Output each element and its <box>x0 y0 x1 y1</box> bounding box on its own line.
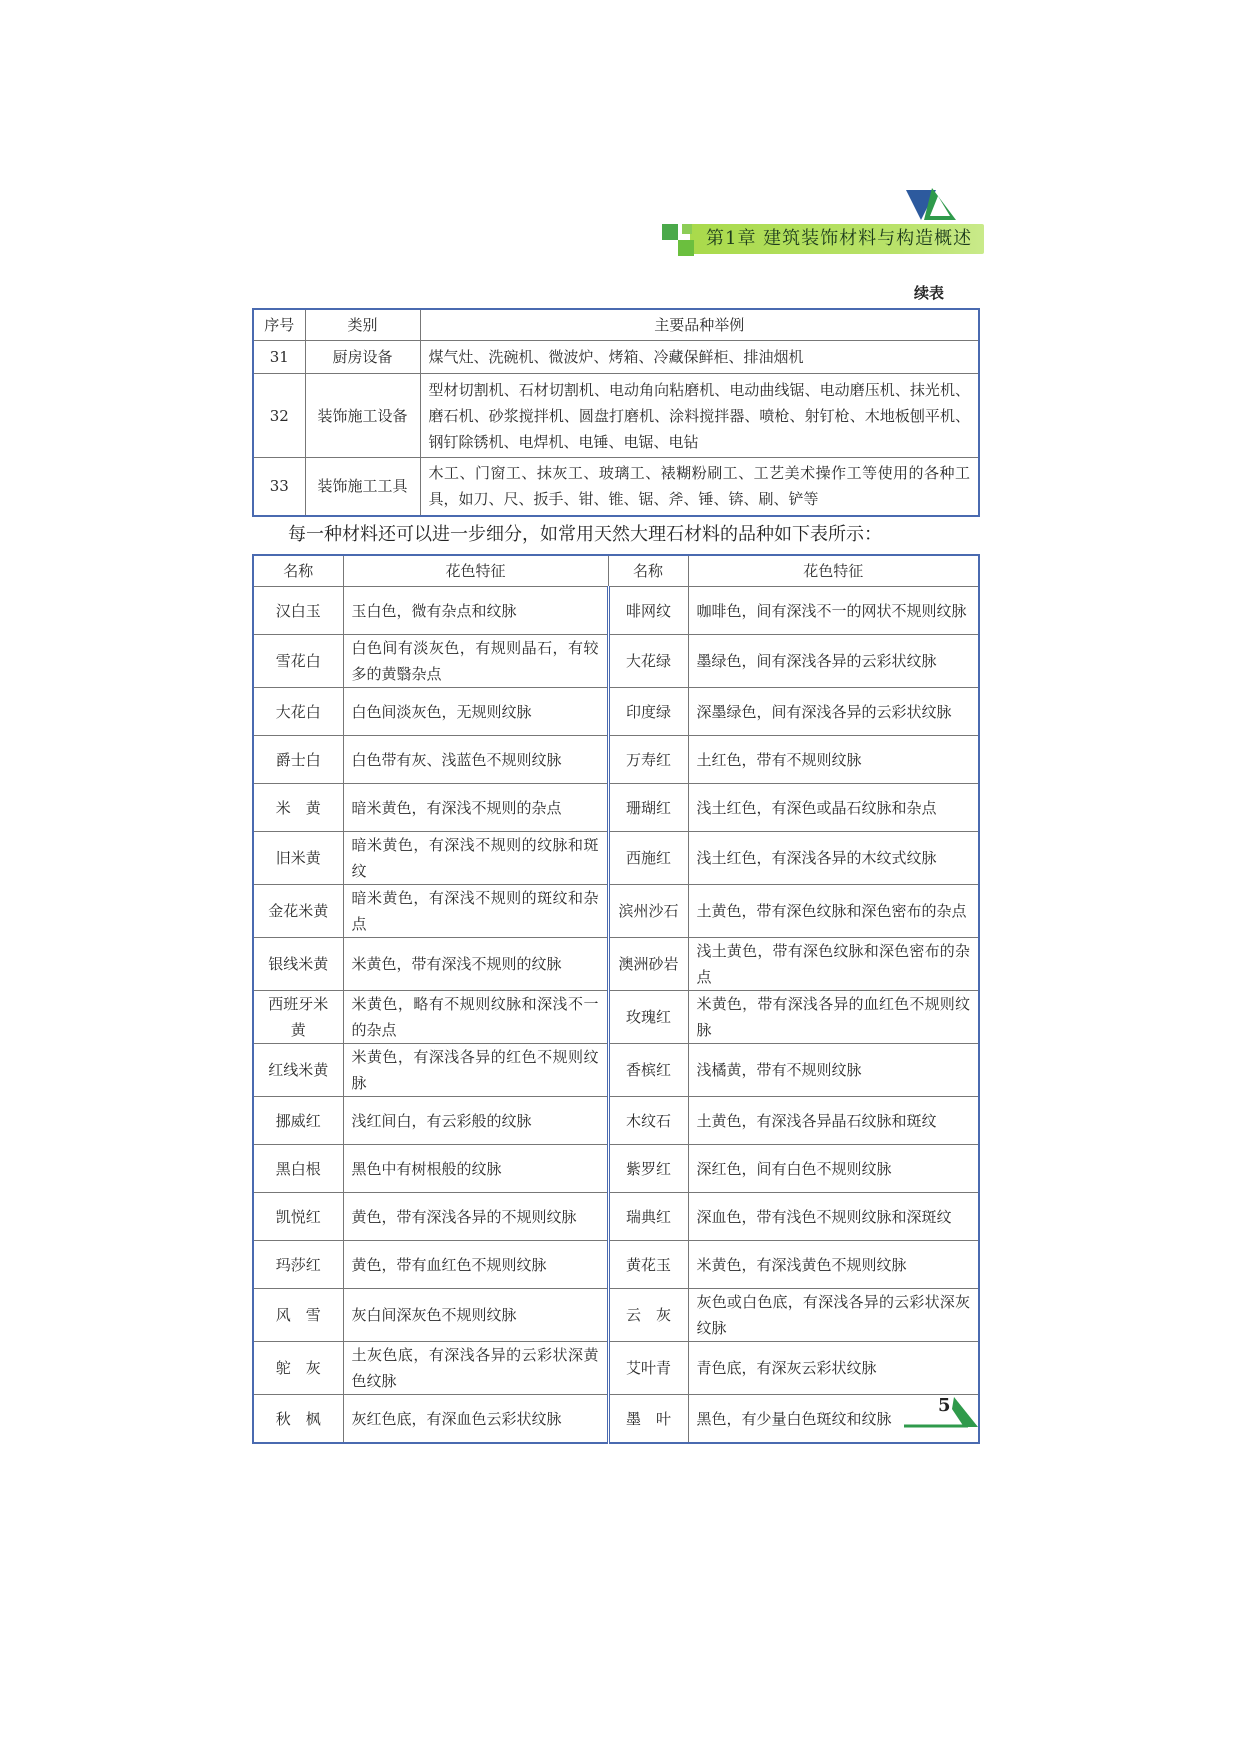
variety-name: 艾叶青 <box>608 1342 688 1395</box>
variety-features: 深血色，带有浅色不规则纹脉和深斑纹 <box>688 1193 979 1241</box>
variety-features: 灰红色底，有深血色云彩状纹脉 <box>343 1395 608 1444</box>
table-row <box>253 587 979 635</box>
table-row <box>253 374 979 458</box>
variety-features: 黄色，带有血红色不规则纹脉 <box>343 1241 608 1289</box>
table-row <box>253 1145 979 1193</box>
variety-name: 滨州沙石 <box>608 885 688 938</box>
page-footer <box>904 1395 980 1429</box>
variety-features: 深红色，间有白色不规则纹脉 <box>688 1145 979 1193</box>
variety-features: 浅橘黄，带有不规则纹脉 <box>688 1044 979 1097</box>
table-row <box>253 991 979 1044</box>
variety-features: 浅土红色，有深色或晶石纹脉和杂点 <box>688 784 979 832</box>
variety-name: 米 黄 <box>253 784 343 832</box>
table-header-row <box>253 309 979 341</box>
variety-features: 墨绿色，间有深浅各异的云彩状纹脉 <box>688 635 979 688</box>
table-row <box>253 784 979 832</box>
variety-name: 玛莎红 <box>253 1241 343 1289</box>
continued-label: 续表 <box>914 284 945 302</box>
variety-features: 灰白间深灰色不规则纹脉 <box>343 1289 608 1342</box>
table-row <box>253 1395 979 1444</box>
variety-features: 咖啡色，间有深浅不一的网状不规则纹脉 <box>688 587 979 635</box>
table-row <box>253 341 979 374</box>
table-row <box>253 885 979 938</box>
variety-name: 紫罗红 <box>608 1145 688 1193</box>
table-row <box>253 736 979 784</box>
header-squares <box>662 224 698 258</box>
row-examples: 型材切割机、石材切割机、电动角向粘磨机、电动曲线锯、电动磨压机、抹光机、磨石机、砂浆搅拌机、圆盘打磨机、涂料搅拌器、喷枪、射钉枪、木地板刨平机、钢钉除锈机、电焊机、电锤、电锯、电钻 <box>420 374 979 458</box>
table-row <box>253 1241 979 1289</box>
column-header: 花色特征 <box>343 555 608 587</box>
table-row <box>253 1044 979 1097</box>
row-number: 31 <box>253 341 305 374</box>
table-row <box>253 458 979 516</box>
variety-features: 白色带有灰、浅蓝色不规则纹脉 <box>343 736 608 784</box>
column-header: 序号 <box>253 309 305 341</box>
variety-name: 香槟红 <box>608 1044 688 1097</box>
variety-name: 玫瑰红 <box>608 991 688 1044</box>
column-header: 类别 <box>305 309 420 341</box>
variety-features: 米黄色，带有深浅各异的血红色不规则纹脉 <box>688 991 979 1044</box>
variety-features: 深墨绿色，间有深浅各异的云彩状纹脉 <box>688 688 979 736</box>
marble-table <box>252 554 980 1444</box>
variety-features: 青色底，有深灰云彩状纹脉 <box>688 1342 979 1395</box>
table-row <box>253 688 979 736</box>
variety-features: 浅土红色，有深浅各异的木纹式纹脉 <box>688 832 979 885</box>
variety-features: 黑色中有树根般的纹脉 <box>343 1145 608 1193</box>
table-row <box>253 938 979 991</box>
variety-features: 米黄色，有深浅黄色不规则纹脉 <box>688 1241 979 1289</box>
variety-features: 白色间有淡灰色，有规则晶石，有较多的黄翳杂点 <box>343 635 608 688</box>
page-number: 5 <box>938 1395 951 1416</box>
row-category: 装饰施工工具 <box>305 458 420 516</box>
variety-name: 万寿红 <box>608 736 688 784</box>
variety-name: 印度绿 <box>608 688 688 736</box>
row-number: 33 <box>253 458 305 516</box>
variety-name: 汉白玉 <box>253 587 343 635</box>
intro-paragraph: 每一种材料还可以进一步细分，如常用天然大理石材料的品种如下表所示： <box>288 524 882 545</box>
variety-features: 浅红间白，有云彩般的纹脉 <box>343 1097 608 1145</box>
table-row <box>253 1342 979 1395</box>
variety-features: 暗米黄色，有深浅不规则的杂点 <box>343 784 608 832</box>
variety-features: 白色间淡灰色，无规则纹脉 <box>343 688 608 736</box>
variety-name: 西施红 <box>608 832 688 885</box>
variety-name: 爵士白 <box>253 736 343 784</box>
variety-name: 红线米黄 <box>253 1044 343 1097</box>
variety-features: 玉白色，微有杂点和纹脉 <box>343 587 608 635</box>
variety-name: 鸵 灰 <box>253 1342 343 1395</box>
variety-features: 土黄色，带有深色纹脉和深色密布的杂点 <box>688 885 979 938</box>
variety-name: 黑白根 <box>253 1145 343 1193</box>
variety-name: 风 雪 <box>253 1289 343 1342</box>
table-row <box>253 832 979 885</box>
variety-name: 云 灰 <box>608 1289 688 1342</box>
row-number: 32 <box>253 374 305 458</box>
variety-features: 黄色，带有深浅各异的不规则纹脉 <box>343 1193 608 1241</box>
variety-features: 暗米黄色，有深浅不规则的斑纹和杂点 <box>343 885 608 938</box>
variety-name: 大花白 <box>253 688 343 736</box>
row-category: 厨房设备 <box>305 341 420 374</box>
variety-features: 米黄色，略有不规则纹脉和深浅不一的杂点 <box>343 991 608 1044</box>
column-header: 花色特征 <box>688 555 979 587</box>
triangle-logo-icon <box>906 186 964 224</box>
variety-name: 金花米黄 <box>253 885 343 938</box>
variety-name: 凯悦红 <box>253 1193 343 1241</box>
variety-name: 墨 叶 <box>608 1395 688 1444</box>
variety-features: 暗米黄色，有深浅不规则的纹脉和斑纹 <box>343 832 608 885</box>
variety-features: 土红色，带有不规则纹脉 <box>688 736 979 784</box>
variety-name: 珊瑚红 <box>608 784 688 832</box>
variety-name: 澳洲砂岩 <box>608 938 688 991</box>
column-header: 主要品种举例 <box>420 309 979 341</box>
variety-name: 雪花白 <box>253 635 343 688</box>
row-examples: 木工、门窗工、抹灰工、玻璃工、裱糊粉刷工、工艺美术操作工等使用的各种工具，如刀、尺、扳手、钳、锥、锯、斧、锤、锛、刷、铲等 <box>420 458 979 516</box>
variety-name: 秋 枫 <box>253 1395 343 1444</box>
column-header: 名称 <box>608 555 688 587</box>
variety-name: 挪威红 <box>253 1097 343 1145</box>
variety-name: 大花绿 <box>608 635 688 688</box>
variety-features: 米黄色，带有深浅不规则的纹脉 <box>343 938 608 991</box>
variety-features: 土黄色，有深浅各异晶石纹脉和斑纹 <box>688 1097 979 1145</box>
variety-features: 土灰色底，有深浅各异的云彩状深黄色纹脉 <box>343 1342 608 1395</box>
variety-name: 西班牙米黄 <box>253 991 343 1044</box>
variety-features: 黑色，有少量白色斑纹和纹脉 <box>688 1395 979 1444</box>
variety-features: 浅土黄色，带有深色纹脉和深色密布的杂点 <box>688 938 979 991</box>
variety-features: 灰色或白色底，有深浅各异的云彩状深灰纹脉 <box>688 1289 979 1342</box>
table-header-row <box>253 555 979 587</box>
variety-name: 黄花玉 <box>608 1241 688 1289</box>
table-row <box>253 1193 979 1241</box>
table-row <box>253 1097 979 1145</box>
row-category: 装饰施工设备 <box>305 374 420 458</box>
variety-name: 旧米黄 <box>253 832 343 885</box>
table-row <box>253 1289 979 1342</box>
equipment-table <box>252 308 980 517</box>
variety-name: 啡网纹 <box>608 587 688 635</box>
variety-name: 瑞典红 <box>608 1193 688 1241</box>
triangle-corner-icon <box>904 1395 980 1429</box>
variety-name: 银线米黄 <box>253 938 343 991</box>
variety-name: 木纹石 <box>608 1097 688 1145</box>
chapter-title: 第1章 建筑装饰材料与构造概述 <box>706 228 973 249</box>
column-header: 名称 <box>253 555 343 587</box>
row-examples: 煤气灶、洗碗机、微波炉、烤箱、冷藏保鲜柜、排油烟机 <box>420 341 979 374</box>
variety-features: 米黄色，有深浅各异的红色不规则纹脉 <box>343 1044 608 1097</box>
chapter-header <box>650 186 984 262</box>
table-row <box>253 635 979 688</box>
